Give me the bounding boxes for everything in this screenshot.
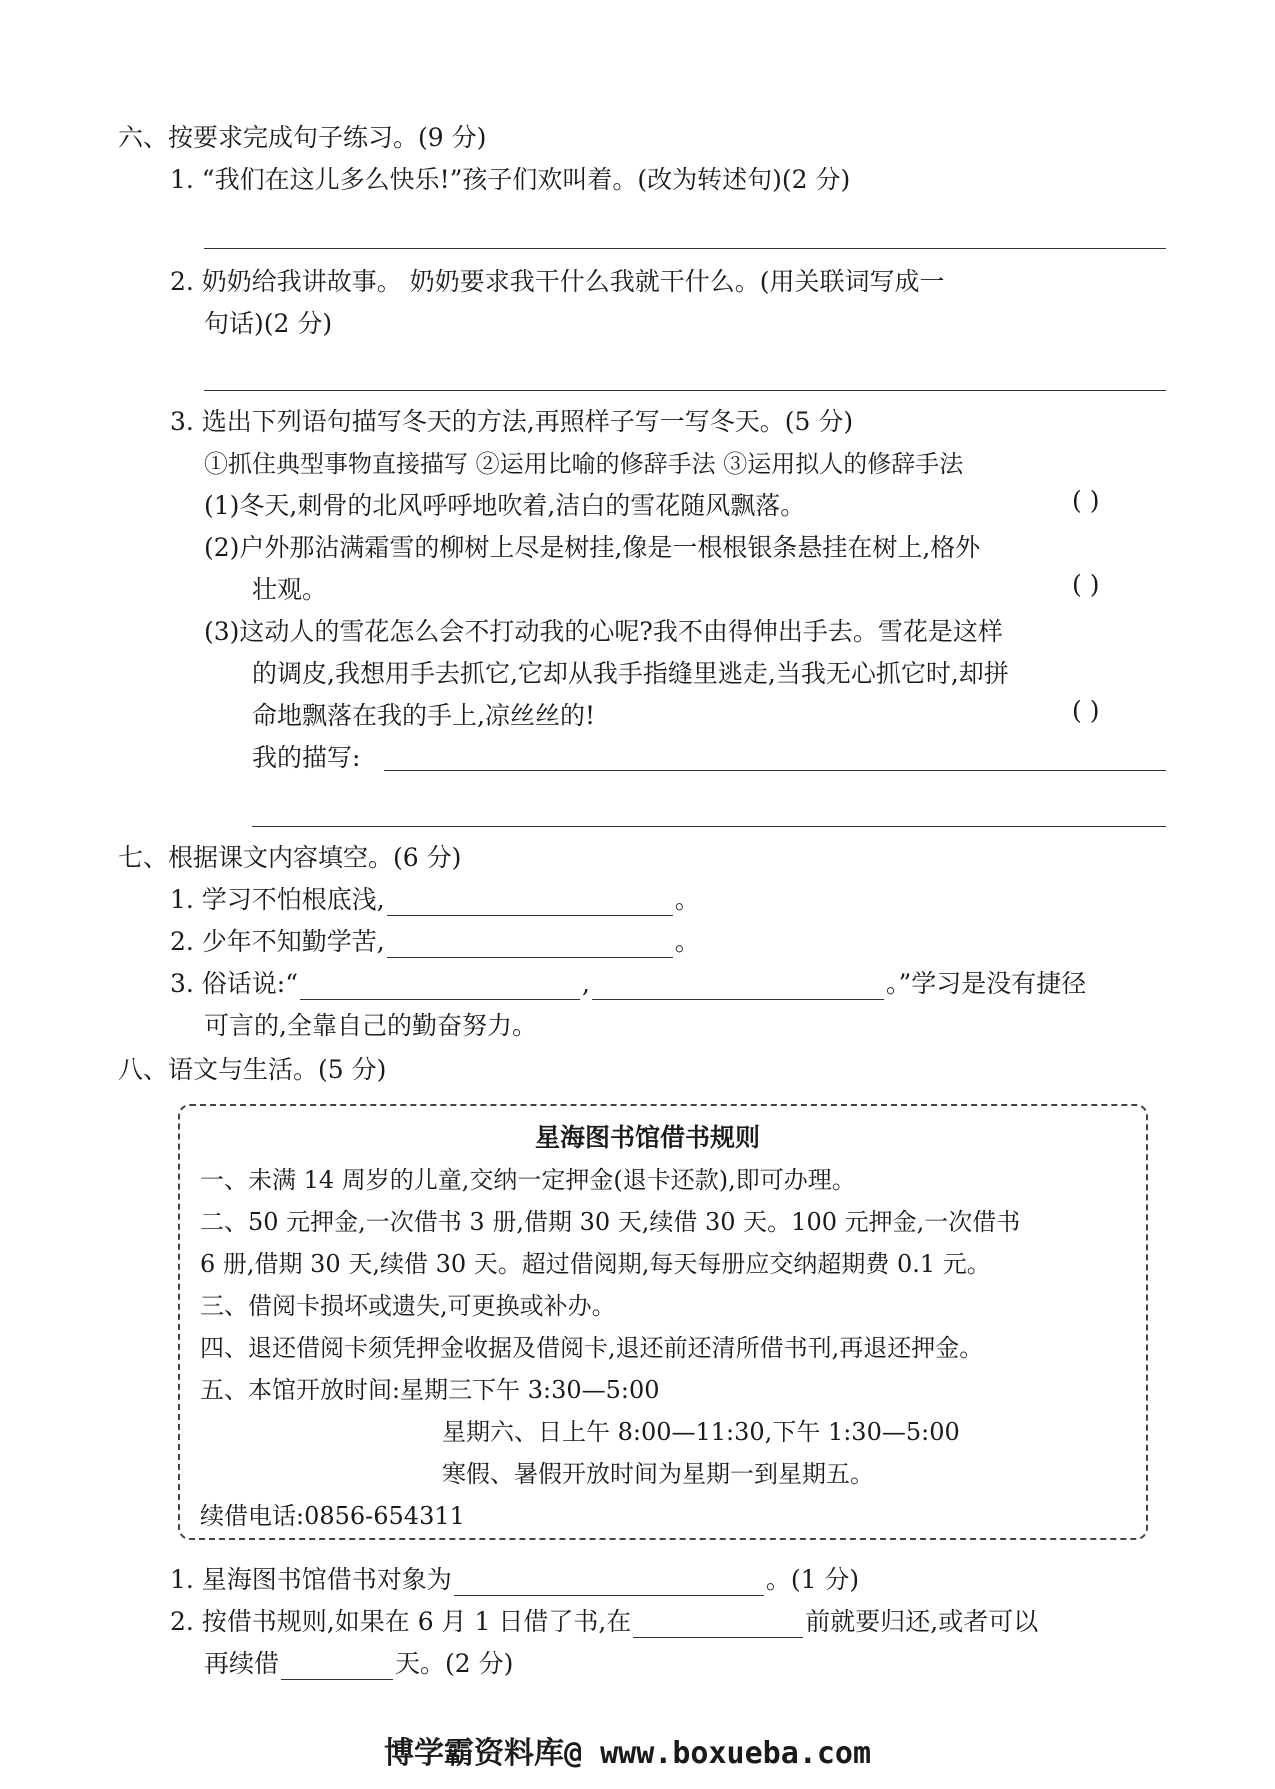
s8-q2-line2-text: 再续借 [204, 1649, 280, 1678]
s8-q2-text: 2. 按借书规则,如果在 6 月 1 日借了书,在 [170, 1607, 632, 1636]
library-rule-5: 五、本馆开放时间:星期三下午 3:30—5:00 [200, 1376, 660, 1404]
s7-q1-end: 。 [674, 885, 700, 914]
s8-question-2 [170, 1602, 1038, 1638]
s7-q3-blank-2[interactable] [592, 977, 884, 1000]
s6-question-2-line2: 句话)(2 分) [204, 309, 333, 338]
library-rule-1: 一、未满 14 周岁的儿童,交纳一定押金(退卡还款),即可办理。 [200, 1166, 856, 1194]
s6-my-description-line-2[interactable] [252, 826, 1166, 827]
s7-q3-tail: 。”学习是没有捷径 [885, 969, 1087, 998]
s6-q3-item-1: (1)冬天,刺骨的北风呼呼地吹着,洁白的雪花随风飘落。 [204, 491, 806, 520]
s7-q1-text: 1. 学习不怕根底浅, [170, 885, 385, 914]
s6-q3-item-3-line1: (3)这动人的雪花怎么会不打动我的心呢?我不由得伸出手去。雪花是这样 [204, 617, 1003, 646]
s7-question-3-line2: 可言的,全靠自己的勤奋努力。 [204, 1011, 537, 1040]
library-rule-4: 四、退还借阅卡须凭押金收据及借阅卡,退还前还清所借书刊,再退还押金。 [200, 1334, 984, 1362]
s8-question-1 [170, 1560, 859, 1596]
s7-q1-blank[interactable] [387, 893, 673, 916]
section-7-heading: 七、根据课文内容填空。(6 分) [118, 843, 462, 872]
s6-q3-item-1-answer[interactable]: ( ) [1072, 486, 1100, 515]
s7-q3-text: 3. 俗话说:“ [170, 969, 299, 998]
s7-question-2 [170, 922, 700, 958]
s6-my-description-label: 我的描写: [252, 743, 361, 772]
library-rule-3: 三、借阅卡损坏或遗失,可更换或补办。 [200, 1292, 616, 1320]
library-rules-title: 星海图书馆借书规则 [535, 1123, 761, 1152]
s6-q1-answer-line[interactable] [204, 248, 1166, 249]
s7-q2-text: 2. 少年不知勤学苦, [170, 927, 385, 956]
s7-q3-blank-1[interactable] [300, 977, 580, 1000]
s8-q2-mid: 前就要归还,或者可以 [805, 1607, 1039, 1636]
s6-q3-item-2-line1: (2)户外那沾满霜雪的柳树上尽是树挂,像是一根根银条悬挂在树上,格外 [204, 533, 981, 562]
s6-question-1: 1. “我们在这儿多么快乐!”孩子们欢叫着。(改为转述句)(2 分) [170, 165, 851, 194]
s7-question-1 [170, 880, 700, 916]
s7-q3-comma: , [582, 969, 590, 998]
s7-q2-blank[interactable] [387, 935, 673, 958]
s8-q1-blank[interactable] [454, 1573, 764, 1596]
s8-q1-text: 1. 星海图书馆借书对象为 [170, 1565, 452, 1594]
s6-question-3: 3. 选出下列语句描写冬天的方法,再照样子写一写冬天。(5 分) [170, 407, 854, 436]
s6-q3-item-2-line2: 壮观。 [252, 575, 328, 604]
s6-q2-answer-line[interactable] [204, 390, 1166, 391]
s6-q3-item-3-answer[interactable]: ( ) [1072, 696, 1100, 725]
s8-question-2-line2 [204, 1644, 513, 1680]
s7-question-3 [170, 964, 1086, 1000]
s8-q2-blank-days[interactable] [281, 1657, 393, 1680]
s8-q2-blank-date[interactable] [633, 1615, 803, 1638]
library-rule-5-line3: 寒假、暑假开放时间为星期一到星期五。 [442, 1460, 874, 1488]
library-rule-2-line1: 二、50 元押金,一次借书 3 册,借期 30 天,续借 30 天。100 元押金,一次借书 [200, 1208, 1021, 1236]
s6-question-2-line1: 2. 奶奶给我讲故事。 奶奶要求我干什么我就干什么。(用关联词写成一 [170, 267, 945, 296]
s6-my-description-line-1[interactable] [384, 770, 1166, 771]
library-renew-phone: 续借电话:0856-654311 [200, 1502, 465, 1530]
s7-q2-end: 。 [674, 927, 700, 956]
footer-watermark: 博学霸资料库@ www.boxueba.com [384, 1736, 872, 1771]
s6-q3-options: ①抓住典型事物直接描写 ②运用比喻的修辞手法 ③运用拟人的修辞手法 [204, 450, 964, 478]
section-8-heading: 八、语文与生活。(5 分) [118, 1055, 387, 1084]
s8-q1-end: 。(1 分) [765, 1565, 860, 1594]
library-rule-5-line2: 星期六、日上午 8:00—11:30,下午 1:30—5:00 [442, 1418, 960, 1446]
library-rule-2-line2: 6 册,借期 30 天,续借 30 天。超过借阅期,每天每册应交纳超期费 0.1 元。 [200, 1250, 991, 1278]
s6-q3-item-3-line3: 命地飘落在我的手上,凉丝丝的! [252, 701, 595, 730]
section-6-heading: 六、按要求完成句子练习。(9 分) [118, 123, 487, 152]
s8-q2-line2-end: 天。(2 分) [395, 1649, 514, 1678]
s6-q3-item-2-answer[interactable]: ( ) [1072, 570, 1100, 599]
s6-q3-item-3-line2: 的调皮,我想用手去抓它,它却从我手指缝里逃走,当我无心抓它时,却拼 [252, 659, 1009, 688]
